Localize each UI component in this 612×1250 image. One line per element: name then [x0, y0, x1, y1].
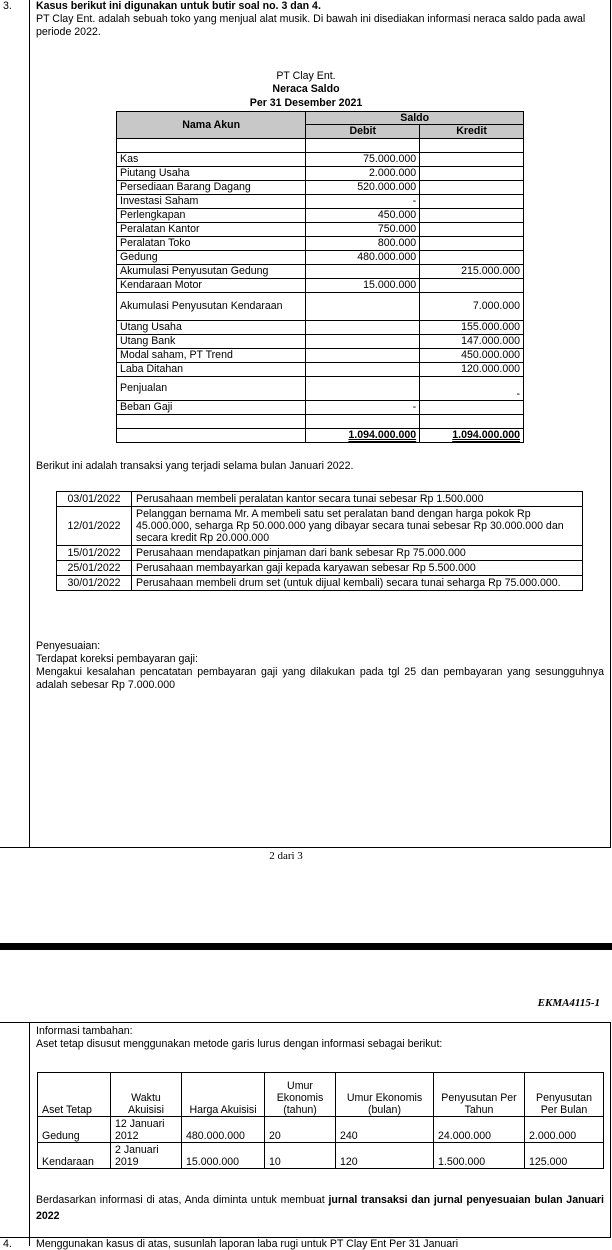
fixed-asset-cell: 20: [265, 1117, 336, 1143]
fixed-asset-cell: 125.000: [525, 1143, 604, 1169]
kredit-value: -: [420, 377, 524, 401]
fixed-assets-header: Harga Akuisisi: [182, 1073, 265, 1117]
transaction-desc: Perusahaan membeli drum set (untuk dijual kembali) secara tunai seharga Rp 75.000.000.: [132, 576, 583, 591]
balance-row: [117, 321, 524, 335]
kredit-value: [420, 209, 524, 223]
account-name: Kas: [117, 153, 306, 167]
debit-value: 75.000.000: [306, 153, 420, 167]
col-account-header: Nama Akun: [117, 112, 306, 139]
debit-value: 15.000.000: [306, 279, 420, 293]
balance-row: [117, 251, 524, 265]
fixed-asset-cell: 2 Januari 2019: [111, 1143, 182, 1169]
balance-title: Neraca Saldo: [272, 83, 340, 95]
kredit-value: [420, 223, 524, 237]
fixed-assets-header: Penyusutan Per Bulan: [525, 1073, 604, 1117]
fixed-asset-cell: 15.000.000: [182, 1143, 265, 1169]
kredit-value: 450.000.000: [420, 349, 524, 363]
account-name: Piutang Usaha: [117, 167, 306, 181]
transaction-row: [57, 561, 583, 576]
fixed-asset-cell: 24.000.000: [434, 1117, 525, 1143]
info-heading: Informasi tambahan:: [36, 1025, 133, 1037]
debit-value: [306, 363, 420, 377]
debit-value: [306, 265, 420, 279]
balance-row: [117, 377, 524, 401]
frame3-bottom-line: [0, 1237, 611, 1238]
debit-value: [306, 321, 420, 335]
fixed-assets-header: Umur Ekonomis (bulan): [336, 1073, 434, 1117]
kredit-value: [420, 401, 524, 415]
account-name: Akumulasi Penyusutan Gedung: [117, 265, 306, 279]
frame3-left-line: [29, 1022, 30, 1246]
next-question-number: 4.: [3, 1238, 12, 1250]
fixed-assets-header: Umur Ekonomis (tahun): [265, 1073, 336, 1117]
closing-text: [36, 1192, 604, 1224]
account-name: Peralatan Kantor: [117, 223, 306, 237]
info-block: [36, 1025, 442, 1051]
fixed-asset-cell: 12 Januari 2012: [111, 1117, 182, 1143]
kredit-value: 155.000.000: [420, 321, 524, 335]
kredit-value: 215.000.000: [420, 265, 524, 279]
balance-row: [117, 293, 524, 321]
col-saldo-header: Saldo: [306, 112, 524, 125]
fixed-assets-header: Aset Tetap: [38, 1073, 111, 1117]
transactions-table: [56, 491, 583, 591]
balance-date: Per 31 Desember 2021: [249, 97, 363, 109]
fixed-asset-cell: 10: [265, 1143, 336, 1169]
debit-value: 800.000: [306, 237, 420, 251]
page-footer: 2 dari 3: [269, 850, 303, 862]
kredit-value: 120.000.000: [420, 363, 524, 377]
kredit-value: [420, 279, 524, 293]
kredit-value: 147.000.000: [420, 335, 524, 349]
transaction-row: [57, 507, 583, 546]
transaction-desc: Perusahaan membayarkan gaji kepada karyawan sebesar Rp 5.500.000: [132, 561, 583, 576]
total-debit: 1.094.000.000: [306, 429, 420, 443]
balance-row: [117, 335, 524, 349]
balance-table: [116, 111, 524, 443]
account-name: Persediaan Barang Dagang: [117, 181, 306, 195]
info-text: Aset tetap disusut menggunakan metode garis lurus dengan informasi sebagai berikut:: [36, 1038, 443, 1050]
account-name: Utang Usaha: [117, 321, 306, 335]
closing-normal: Berdasarkan informasi di atas, Anda diminta untuk membuat: [36, 1194, 329, 1206]
balance-row: [117, 209, 524, 223]
fixed-asset-cell: Kendaraan: [38, 1143, 111, 1169]
intro-block: [36, 0, 606, 39]
frame3-top-line: [0, 1022, 611, 1023]
account-name: Laba Ditahan: [117, 363, 306, 377]
fixed-asset-cell: 2.000.000: [525, 1117, 604, 1143]
transaction-row: [57, 546, 583, 561]
fixed-asset-row: [38, 1143, 604, 1169]
account-name: Perlengkapan: [117, 209, 306, 223]
intro-text: PT Clay Ent. adalah sebuah toko yang menjual alat musik. Di bawah ini disediakan informasi neraca saldo pada awal periode 2022.: [36, 13, 586, 38]
transaction-date: 25/01/2022: [57, 561, 132, 576]
debit-value: [306, 349, 420, 363]
balance-row: [117, 237, 524, 251]
transaction-date: 30/01/2022: [57, 576, 132, 591]
balance-row: [117, 265, 524, 279]
debit-value: 450.000: [306, 209, 420, 223]
balance-row: [117, 223, 524, 237]
transaction-desc: Pelanggan bernama Mr. A membeli satu set peralatan band dengan harga pokok Rp 45.000.000, seharga Rp 50.000.000 yang dibayar secara tunai sebesar Rp 30.000.000 dan secara kredit Rp 20.000.000: [132, 507, 583, 546]
fixed-asset-cell: 240: [336, 1117, 434, 1143]
account-name: Akumulasi Penyusutan Kendaraan: [117, 293, 306, 321]
account-name: Investasi Saham: [117, 195, 306, 209]
fixed-asset-cell: 480.000.000: [182, 1117, 265, 1143]
transaction-row: [57, 492, 583, 507]
transaction-date: 03/01/2022: [57, 492, 132, 507]
transaction-desc: Perusahaan mendapatkan pinjaman dari bank sebesar Rp 75.000.000: [132, 546, 583, 561]
frame-right-line: [610, 0, 611, 848]
adjust-line1: Terdapat koreksi pembayaran gaji:: [36, 653, 198, 665]
frame-left-line: [29, 0, 30, 848]
account-name: Modal saham, PT Trend: [117, 349, 306, 363]
col-kredit-header: Kredit: [420, 125, 524, 139]
closing-bold: jurnal transaksi dan jurnal penyesuaian bulan Januari 2022: [36, 1194, 604, 1222]
account-name: Kendaraan Motor: [117, 279, 306, 293]
kredit-value: [420, 181, 524, 195]
account-name: Penjualan: [117, 377, 306, 401]
kredit-value: 7.000.000: [420, 293, 524, 321]
transactions-intro: Berikut ini adalah transaksi yang terjadi selama bulan Januari 2022.: [36, 460, 354, 472]
account-name: Utang Bank: [117, 335, 306, 349]
balance-row: [117, 279, 524, 293]
adjustment-block: [36, 640, 604, 692]
kredit-value: [420, 153, 524, 167]
transaction-desc: Perusahaan membeli peralatan kantor secara tunai sebesar Rp 1.500.000: [132, 492, 583, 507]
balance-row: [117, 181, 524, 195]
fixed-assets-table: [37, 1072, 604, 1169]
total-row: [117, 429, 524, 443]
balance-row: [117, 153, 524, 167]
debit-value: 480.000.000: [306, 251, 420, 265]
account-name: Beban Gaji: [117, 401, 306, 415]
adjust-heading: Penyesuaian:: [36, 640, 101, 652]
balance-company: PT Clay Ent.: [276, 70, 336, 82]
balance-row: [117, 363, 524, 377]
balance-row: [117, 167, 524, 181]
course-code: EKMA4115-1: [537, 997, 600, 1009]
transaction-date: 12/01/2022: [57, 507, 132, 546]
debit-value: [306, 377, 420, 401]
debit-value: 750.000: [306, 223, 420, 237]
intro-heading: Kasus berikut ini digunakan untuk butir soal no. 3 dan 4.: [36, 0, 321, 12]
debit-value: -: [306, 195, 420, 209]
adjust-line2: Mengakui kesalahan pencatatan pembayaran gaji yang dilakukan pada tgl 25 dan pembayaran yang sesungguhnya adalah sebesar Rp 7.000.000: [36, 666, 604, 691]
page-divider: [0, 943, 612, 950]
transaction-date: 15/01/2022: [57, 546, 132, 561]
fixed-assets-header: Penyusutan Per Tahun: [434, 1073, 525, 1117]
question-number: 3.: [3, 0, 12, 12]
fixed-asset-cell: 120: [336, 1143, 434, 1169]
kredit-value: [420, 237, 524, 251]
balance-row: [117, 401, 524, 415]
empty-row: [117, 139, 524, 153]
kredit-value: [420, 251, 524, 265]
debit-value: -: [306, 401, 420, 415]
balance-row: [117, 195, 524, 209]
fixed-asset-cell: Gedung: [38, 1117, 111, 1143]
balance-row: [117, 349, 524, 363]
transaction-row: [57, 576, 583, 591]
account-name: Gedung: [117, 251, 306, 265]
total-kredit: 1.094.000.000: [420, 429, 524, 443]
frame3-right-line: [610, 1022, 611, 1238]
account-name: Peralatan Toko: [117, 237, 306, 251]
kredit-value: [420, 195, 524, 209]
empty-row: [117, 415, 524, 429]
fixed-asset-row: [38, 1117, 604, 1143]
debit-value: 520.000.000: [306, 181, 420, 195]
debit-value: [306, 335, 420, 349]
fixed-asset-cell: 1.500.000: [434, 1143, 525, 1169]
frame-bottom-line: [0, 847, 611, 848]
kredit-value: [420, 167, 524, 181]
col-debit-header: Debit: [306, 125, 420, 139]
debit-value: 2.000.000: [306, 167, 420, 181]
debit-value: [306, 293, 420, 321]
fixed-assets-header: Waktu Akuisisi: [111, 1073, 182, 1117]
fixed-assets-header-row: [38, 1073, 604, 1117]
next-question-text: Menggunakan kasus di atas, susunlah laporan laba rugi untuk PT Clay Ent Per 31 Januari: [36, 1239, 459, 1250]
